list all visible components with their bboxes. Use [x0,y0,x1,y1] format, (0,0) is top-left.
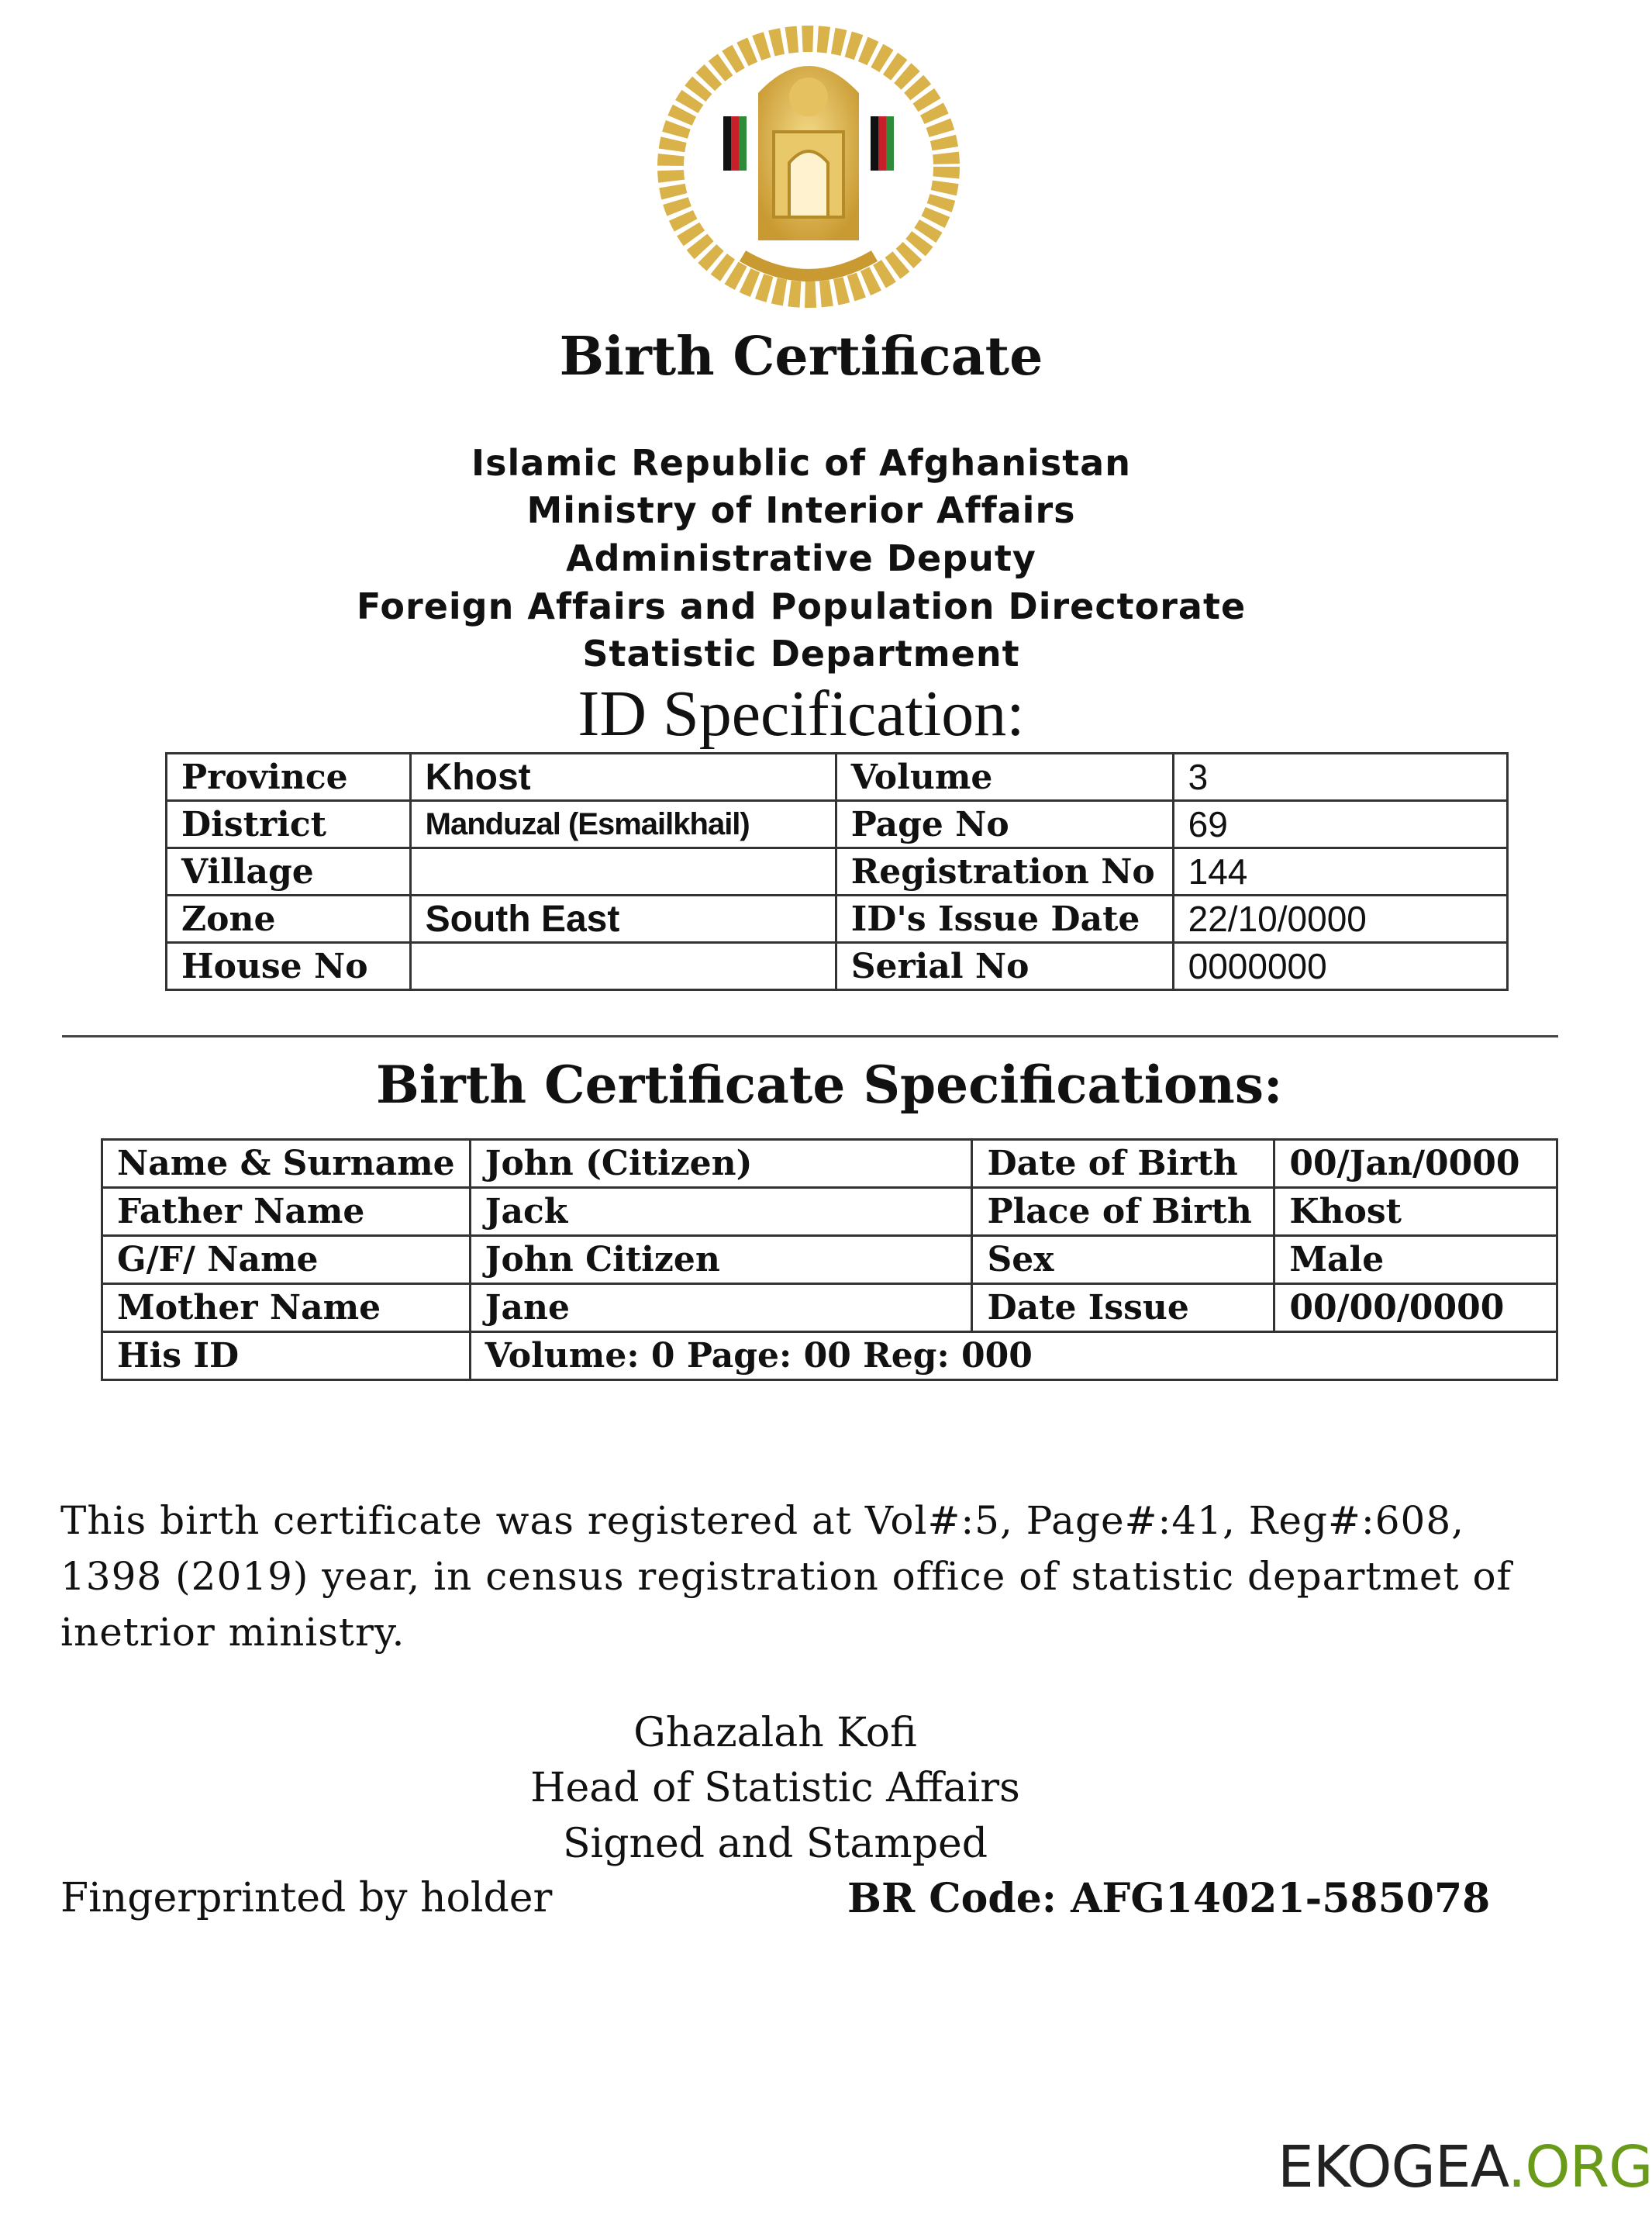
table-row [102,1140,1557,1188]
value: Jack [470,1188,972,1236]
value: 0000000 [1173,943,1507,990]
id-spec-table [165,752,1509,991]
section-divider [62,1035,1558,1037]
fingerprint-note: Fingerprinted by holder [60,1875,553,1921]
signatory-name: Ghazalah Kofi [633,1710,917,1756]
value: 22/10/0000 [1173,896,1507,943]
value: 00/Jan/0000 [1274,1140,1557,1188]
id-spec-heading: ID Specification: [578,678,1025,750]
birth-spec-table [101,1138,1558,1381]
value: John (Citizen) [470,1140,972,1188]
value [410,943,836,990]
header-line: Administrative Deputy [566,537,1036,579]
birth-spec-heading: Birth Certificate Specifications: [376,1055,1283,1115]
value [410,848,836,896]
label: Volume [836,754,1173,801]
value: 69 [1173,801,1507,848]
value: Jane [470,1284,972,1332]
table-row [102,1284,1557,1332]
label: His ID [102,1332,471,1380]
value: 144 [1173,848,1507,896]
table-row [102,1236,1557,1284]
watermark-suffix: .ORG [1507,2134,1652,2201]
label: ID's Issue Date [836,896,1173,943]
label: Sex [972,1236,1274,1284]
value: South East [410,896,836,943]
value: 3 [1173,754,1507,801]
table-row [167,896,1508,943]
label: Village [167,848,411,896]
table-row [102,1188,1557,1236]
signatory-role: Head of Statistic Affairs [530,1765,1020,1811]
label: Date Issue [972,1284,1274,1332]
label: Father Name [102,1188,471,1236]
label: G/F/ Name [102,1236,471,1284]
header-line: Foreign Affairs and Population Directorate [356,585,1247,627]
label: Serial No [836,943,1173,990]
watermark-main: EKOGEA [1278,2134,1508,2201]
label: Mother Name [102,1284,471,1332]
table-row [167,848,1508,896]
value: 00/00/0000 [1274,1284,1557,1332]
value: Khost [410,754,836,801]
label: Zone [167,896,411,943]
label: Date of Birth [972,1140,1274,1188]
label: Place of Birth [972,1188,1274,1236]
value: Volume: 0 Page: 00 Reg: 000 [470,1332,1557,1380]
signature-status: Signed and Stamped [562,1821,988,1867]
header-line: Statistic Department [582,633,1020,675]
value: Manduzal (Esmailkhail) [410,801,836,848]
label: Page No [836,801,1173,848]
table-row [167,754,1508,801]
table-row [167,801,1508,848]
table-row [102,1332,1557,1380]
header-line: Ministry of Interior Affairs [526,489,1076,531]
registration-note: This birth certificate was registered at Vol#:5, Page#:41, Reg#:608, 1398 (2019) year, in census registration office of statistic departmet of inetrior ministry. [60,1498,1512,1655]
label: Province [167,754,411,801]
header-line: Islamic Republic of Afghanistan [471,442,1131,484]
label: House No [167,943,411,990]
br-code: BR Code: AFG14021-585078 [847,1875,1491,1922]
watermark [1278,2134,1652,2201]
label: Registration No [836,848,1173,896]
value: John Citizen [470,1236,972,1284]
value: Male [1274,1236,1557,1284]
table-row [167,943,1508,990]
document-title: Birth Certificate [559,326,1043,388]
label: Name & Surname [102,1140,471,1188]
coat-of-arms-emblem [665,23,952,299]
value: Khost [1274,1188,1557,1236]
label: District [167,801,411,848]
